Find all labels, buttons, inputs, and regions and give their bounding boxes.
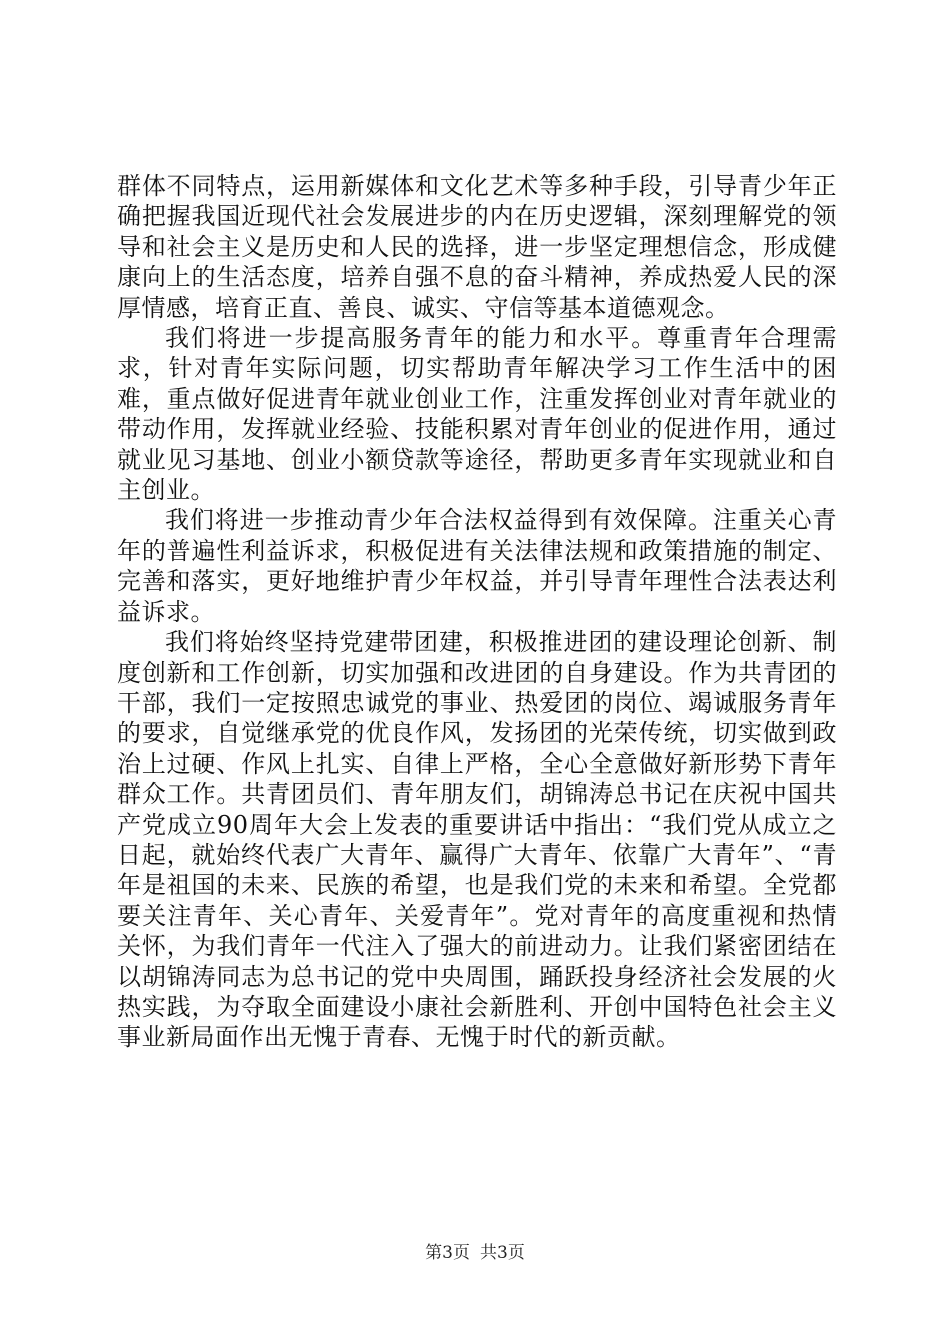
paragraph-1: 群体不同特点，运用新媒体和文化艺术等多种手段，引导青少年正确把握我国近现代社会发展进步的内在历史逻辑，深刻理解党的领导和社会主义是历史和人民的选择，进一步坚定理想信念，形成健康向上的生活态度，培养自强不息的奋斗精神，养成热爱人民的深厚情感，培育正直、善良、诚实、守信等基本道德观念。	[117, 172, 837, 322]
paragraph-4: 我们将始终坚持党建带团建，积极推进团的建设理论创新、制度创新和工作创新，切实加强和改进团的自身建设。作为共青团的干部，我们一定按照忠诚党的事业、热爱团的岗位、竭诚服务青年的要求，自觉继承党的优良作风，发扬团的光荣传统，切实做到政治上过硬、作风上扎实、自律上严格，全心全意做好新形势下青年群众工作。共青团员们、青年朋友们，胡锦涛总书记在庆祝中国共产党成立90周年大会上发表的重要讲话中指出：“我们党从成立之日起，就始终代表广大青年、赢得广大青年、依靠广大青年”、“青年是祖国的未来、民族的希望，也是我们党的未来和希望。全党都要关注青年、关心青年、关爱青年”。党对青年的高度重视和热情关怀，为我们青年一代注入了强大的前进动力。让我们紧密团结在以胡锦涛同志为总书记的党中央周围，踊跃投身经济社会发展的火热实践，为夺取全面建设小康社会新胜利、开创中国特色社会主义事业新局面作出无愧于青春、无愧于时代的新贡献。	[117, 628, 837, 1052]
document-body	[117, 171, 837, 1053]
page-number-total: 共3页	[480, 1243, 525, 1263]
page-number-current: 第3页	[425, 1243, 470, 1263]
page-footer	[0, 1238, 950, 1263]
paragraph-3: 我们将进一步推动青少年合法权益得到有效保障。注重关心青年的普遍性利益诉求，积极促进有关法律法规和政策措施的制定、完善和落实，更好地维护青少年权益，并引导青年理性合法表达利益诉求。	[117, 506, 837, 626]
paragraph-2: 我们将进一步提高服务青年的能力和水平。尊重青年合理需求，针对青年实际问题，切实帮助青年解决学习工作生活中的困难，重点做好促进青年就业创业工作，注重发挥创业对青年就业的带动作用，发挥就业经验、技能积累对青年创业的促进作用，通过就业见习基地、创业小额贷款等途径，帮助更多青年实现就业和自主创业。	[117, 324, 837, 505]
